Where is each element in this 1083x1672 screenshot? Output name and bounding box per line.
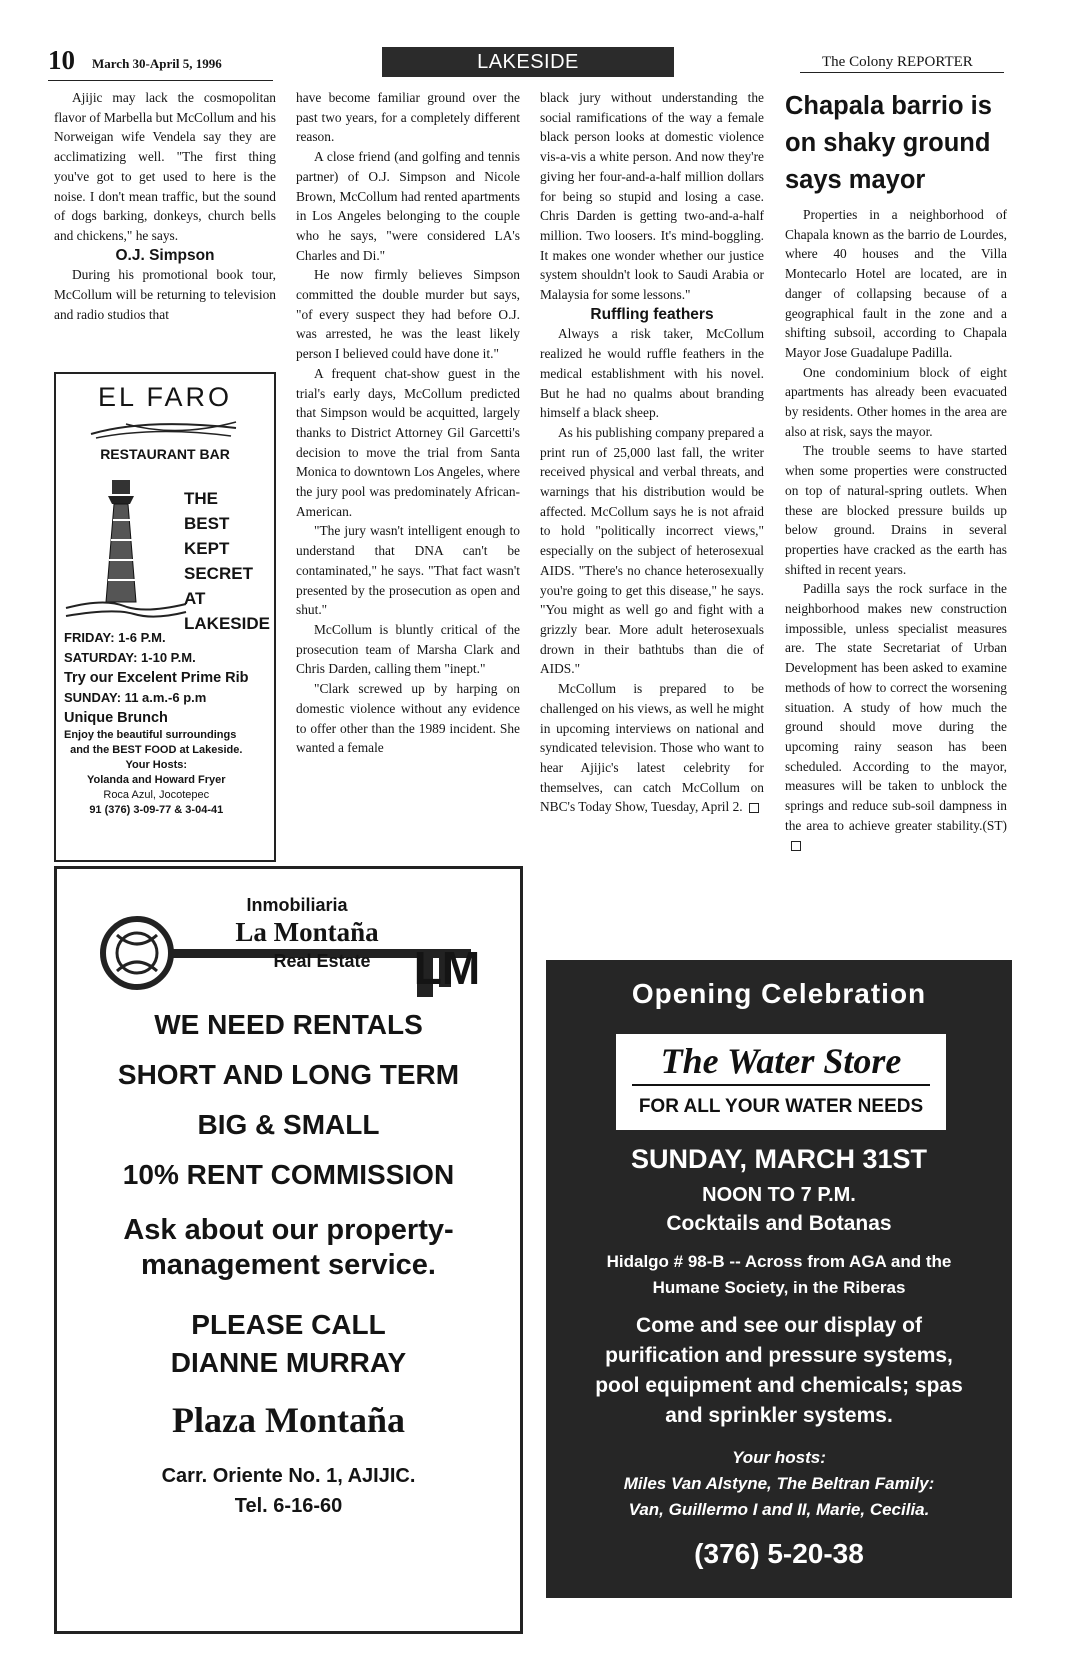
water-store-ad — [546, 960, 1012, 1598]
ad-line: 10% RENT COMMISSION — [122, 1159, 455, 1190]
store-name: The Water Store — [660, 1041, 902, 1081]
article-paragraph: "The jury wasn't intelligent enough to understand that DNA can't be contaminated," he says. "That fact wasn't presented by the prosecution as open and shut." — [296, 523, 520, 618]
lighthouse-icon — [64, 474, 189, 624]
el-faro-hours — [64, 628, 249, 818]
plaza-name: Plaza Montaña — [172, 1400, 405, 1440]
article-paragraph: "Clark screwed up by harping on domestic violence without any evidence to offer other than the 1989 incident. She wanted a female — [296, 681, 520, 756]
display-line: pool equipment and chemicals; spas — [595, 1374, 963, 1397]
enjoy-line-1: Enjoy the beautiful surroundings — [64, 729, 237, 741]
hours-sunday: SUNDAY: 11 a.m.-6 p.m — [64, 690, 207, 705]
article-paragraph: During his promotional book tour, McCollum will be returning to television and radio studios that — [54, 267, 276, 322]
enjoy-line-2: and the BEST FOOD at Lakeside. — [70, 744, 243, 756]
event-cocktails: Cocktails and Botanas — [666, 1212, 892, 1235]
event-address-1: Hidalgo # 98-B -- Across from AGA and the — [606, 1252, 952, 1271]
article-paragraph: As his publishing company prepared a print run of 25,000 last fall, the writer received physical and verbal threats, and warnings that his distribution would be affected. McCollum says he is not afraid to hold "politically incorrect views," especially on the subject of heterosexual AIDS. "There's no chance heterosexually you're going to get this disease," he says. "You might as well go and fight with a grizzly bear. More adult heterosexuals drown in their bathtubs than die of AIDS." — [540, 424, 764, 677]
issue-date: March 30-April 5, 1996 — [92, 56, 222, 71]
article-paragraph: One condominium block of eight apartments has already been evacuated by residents. Other homes in the area are also at risk, says the mayor. — [785, 364, 1007, 439]
prime-rib-note: Try our Excelent Prime Rib — [64, 670, 249, 686]
tagline-line: KEPT — [184, 539, 230, 558]
store-box — [616, 1034, 946, 1130]
hosts-names: Yolanda and Howard Fryer — [86, 774, 226, 786]
article-subhead: O.J. Simpson — [115, 246, 215, 264]
store-tagline: FOR ALL YOUR WATER NEEDS — [638, 1096, 924, 1117]
article-column-3 — [540, 88, 764, 817]
display-line: Come and see our display of — [636, 1314, 922, 1337]
end-mark-icon — [749, 803, 759, 813]
ad-line: WE NEED RENTALS — [154, 1009, 423, 1040]
article-paragraph: The trouble seems to have started when some properties were constructed on top of natural-spring outlets. When these are blocked pressure builds up below ground. Drains in several properties have cracked as the earth has shifted in recent years. — [785, 443, 1007, 577]
hosts-line-2: Van, Guillermo I and II, Marie, Cecilia. — [628, 1500, 930, 1519]
lm-logo: LM — [413, 942, 481, 994]
tagline-line: SECRET — [184, 564, 253, 583]
article-paragraph: McCollum is bluntly critical of the prosecution team of Marsha Clark and Chris Darden, calling them "inept." — [296, 621, 520, 677]
el-faro-ad — [54, 372, 276, 862]
hours-friday: FRIDAY: 1-6 P.M. — [64, 630, 166, 645]
article-paragraph-text: Padilla says the rock surface in the neighborhood makes new construction impossible, unless specialist measures are. The state Secretariat of Urban Development has been asked to examine methods of how to correct the worsening situation. A study of how much the ground should move during the upcoming rainy season has been scheduled. According to the mayor, measures will be taken to unblock the springs and reduce sub-soil dampness in the area to achieve greater stability.(ST) — [785, 581, 1007, 833]
article-paragraph: Ajijic may lack the cosmopolitan flavor of Marbella but McCollum and his Norweigan wife Vendela say they are acclimatizing well. "The first thing you've got to get used to here is the noise. I don't mean traffic, but the sound of dogs barking, donkeys, church bells and chickens," he says. — [54, 90, 276, 243]
call-line-2: DIANNE MURRAY — [170, 1347, 407, 1378]
article-paragraph: A close friend (and golfing and tennis partner) of O.J. Simpson and Nicole Brown, McCollum had rented apartments in Los Angeles belonging to the couple who he says, "were considered LA's Charles and Di." — [296, 149, 520, 263]
el-faro-phone: 91 (376) 3-09-77 & 3-04-41 — [89, 804, 224, 816]
article-paragraph: have become familiar ground over the past two years, for a completely different reason. — [296, 90, 520, 145]
display-line: and sprinkler systems. — [665, 1404, 893, 1427]
el-faro-type: RESTAURANT BAR — [100, 446, 230, 462]
la-montana-ad — [54, 866, 523, 1634]
article-paragraph — [540, 679, 764, 817]
end-mark-icon — [791, 841, 801, 851]
hosts-line-1: Miles Van Alstyne, The Beltran Family: — [623, 1474, 935, 1493]
ad-address: Carr. Oriente No. 1, AJIJIC. — [161, 1465, 416, 1487]
hosts-label: Your Hosts: — [125, 759, 188, 771]
tagline-line: THE — [184, 489, 218, 508]
article-column-1 — [54, 88, 276, 324]
event-date: SUNDAY, MARCH 31ST — [630, 1144, 928, 1174]
event-address-2: Humane Society, in the Riberas — [652, 1278, 906, 1297]
company-top: Inmobiliaria — [246, 895, 348, 915]
ad-title: Opening Celebration — [631, 978, 927, 1009]
hours-saturday: SATURDAY: 1-10 P.M. — [64, 650, 196, 665]
article-column-4 — [785, 88, 1007, 855]
tagline-line: BEST — [184, 514, 230, 533]
header-rule-left — [48, 80, 273, 81]
article-paragraph: black jury without understanding the social ramifications of the way a female black person looks at domestic violence vis-a-vis a white person. And now they're giving her four-and-a-half million dollars for being so stupid and losing a case. Chris Darden is getting two-and-a-half million. Two loosers. It's mind-boggling. It makes one wonder whether our justice system shouldn't look to Saudi Arabia or Malaysia for some lessons." — [540, 90, 764, 303]
swoosh-icon — [86, 418, 246, 444]
section-banner: LAKESIDE — [382, 47, 674, 77]
page-number: 10 — [48, 45, 75, 75]
header-rule-right — [800, 72, 1004, 73]
article-paragraph: A frequent chat-show guest in the trial's early days, McCollum predicted that Simpson would be acquitted, largely thanks to District Attorney Gil Garcetti's decision to move the trial from Santa Monica to downtown Los Angeles, where the jury pool was predominately African-American. — [296, 365, 520, 519]
ask-line-2: management service. — [141, 1249, 436, 1281]
article-paragraph: Always a risk taker, McCollum realized he would ruffle feathers in the medical establishment with his novel. But he had no qualms about branding himself a black sheep. — [540, 326, 764, 421]
ask-line-1: Ask about our property- — [123, 1214, 454, 1246]
article-column-2 — [296, 88, 520, 758]
display-line: purification and pressure systems, — [605, 1344, 953, 1367]
ad-line: SHORT AND LONG TERM — [117, 1059, 460, 1090]
call-line-1: PLEASE CALL — [191, 1309, 386, 1340]
el-faro-tagline — [184, 486, 270, 636]
el-faro-name: EL FARO — [97, 382, 233, 412]
article-paragraph: He now firmly believes Simpson committed the double murder but says, "of every suspect they had before O.J. was arrested, he was the least likely person I believed could have done it." — [296, 267, 520, 362]
brunch-note: Unique Brunch — [64, 710, 168, 726]
article-paragraph-text: McCollum is prepared to be challenged on his views, as well he might in upcoming interviews on national and syndicated television. Those who want to hear Ajijic's latest celebrity for themselves, can catch McCollum on NBC's Today Show, Tuesday, April 2. — [540, 681, 764, 815]
company-sub: Real Estate — [273, 951, 371, 971]
ad-phone: Tel. 6-16-60 — [234, 1495, 343, 1517]
tagline-line: LAKESIDE — [184, 614, 270, 633]
store-divider — [632, 1084, 930, 1086]
article-subhead: Ruffling feathers — [590, 305, 714, 323]
article-paragraph: Properties in a neighborhood of Chapala known as the barrio de Lourdes, where 40 houses and the Villa Montecarlo Hotel are located, are in danger of collapsing because of a geographical fault in the zone and a shifting subsoil, according to Chapala Mayor Jose Guadalupe Padilla. — [785, 207, 1007, 360]
event-time: NOON TO 7 P.M. — [702, 1184, 856, 1206]
article-paragraph — [785, 579, 1007, 855]
hosts-label: Your hosts: — [732, 1448, 826, 1467]
store-phone: (376) 5-20-38 — [694, 1538, 864, 1569]
tagline-line: AT — [184, 589, 206, 608]
el-faro-address: Roca Azul, Jocotepec — [103, 789, 210, 801]
article-headline: Chapala barrio is on shaky ground says mayor — [785, 92, 992, 194]
publication-name: The Colony REPORTER — [822, 54, 973, 70]
company-name: La Montaña — [235, 917, 379, 947]
ad-line: BIG & SMALL — [197, 1109, 380, 1140]
